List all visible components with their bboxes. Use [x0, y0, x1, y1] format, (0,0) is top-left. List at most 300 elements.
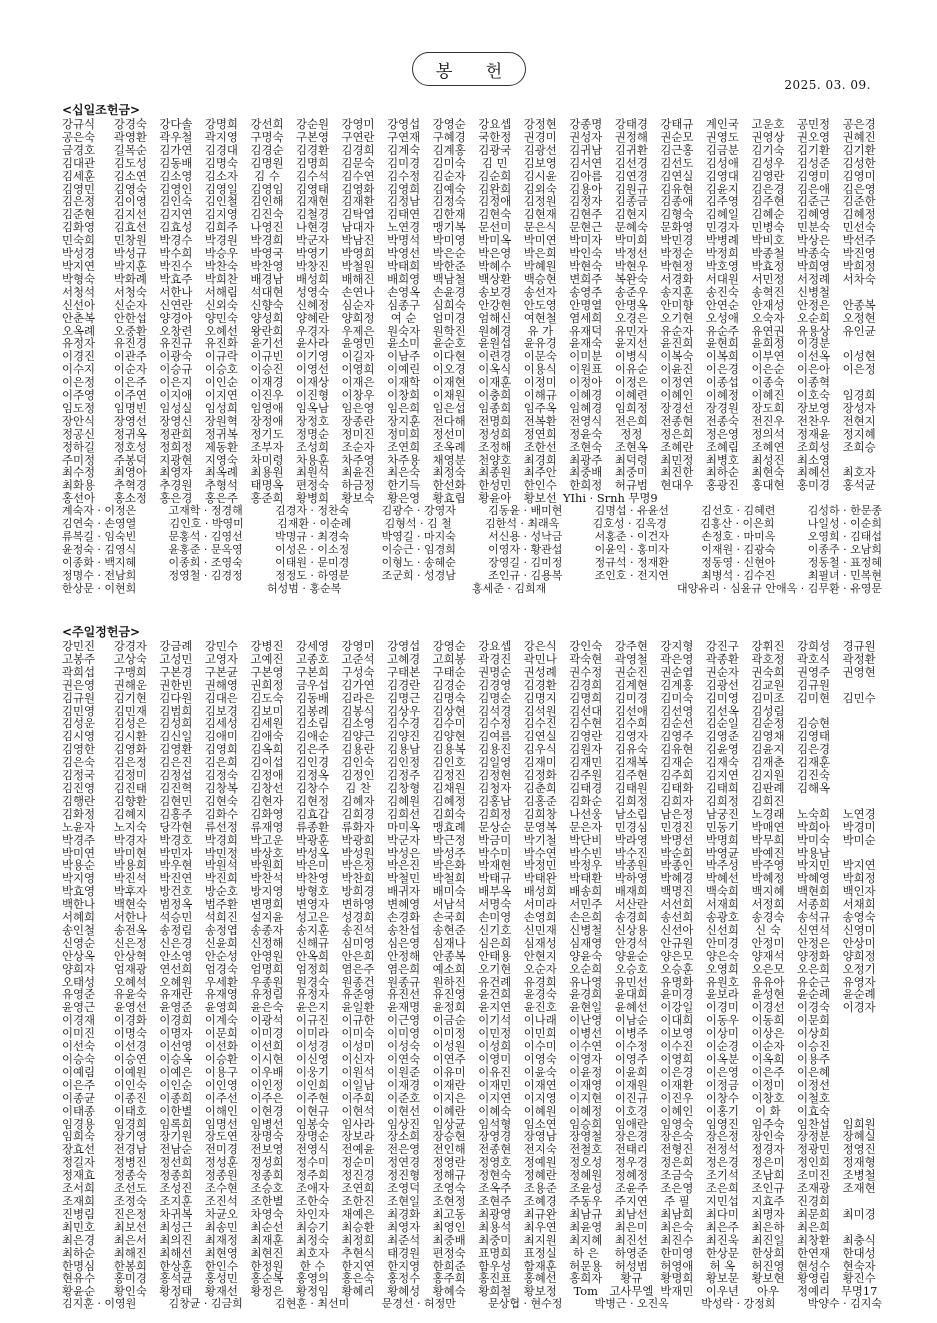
name-cell: 황영림: [797, 1271, 831, 1286]
name-cell: 박종원: [614, 858, 648, 873]
name-cell: 장기원: [159, 1129, 193, 1144]
name-cell: 최중배: [432, 1232, 466, 1247]
name-cell: 정하길: [62, 439, 96, 454]
name-cell: 이미경: [250, 1026, 284, 1041]
name-cell: 김진숙: [797, 768, 831, 783]
name-cell: 이경자: [842, 1000, 876, 1015]
name-cell: 김순일: [705, 716, 739, 731]
name-cell: 조옥례: [432, 439, 466, 454]
name-cell: 최진선: [614, 1232, 648, 1247]
name-cell: 최은경: [62, 1232, 96, 1247]
name-cell: 이옥식: [478, 362, 512, 377]
name-cell: 김용란: [341, 742, 375, 757]
name-cell: 김형숙: [660, 207, 694, 222]
name-cell: 김유숙: [614, 742, 648, 757]
name-cell: 김명근: [387, 690, 421, 705]
name-cell: 조선도: [113, 1181, 147, 1196]
name-cell: 박찬석: [250, 871, 284, 886]
name-cell: 임상균: [432, 1116, 466, 1131]
name-cell: 최광영: [478, 1206, 512, 1221]
name-cell: 김창복: [204, 780, 238, 795]
name-cell: 박재현: [478, 858, 512, 873]
name-cell: 권경미: [523, 129, 557, 144]
name-cell: 길목순: [113, 142, 147, 157]
name-cell: 심은희: [478, 935, 512, 950]
name-cell: 강종명: [569, 117, 603, 131]
name-cell: 이인희: [296, 1077, 330, 1092]
name-cell: 안정미: [751, 935, 785, 950]
name-cell: 임록희: [159, 1116, 193, 1131]
name-cell: 이재경: [387, 1077, 421, 1092]
name-cell: 김가연: [159, 142, 193, 157]
name-cell: 홍미경: [797, 478, 831, 493]
name-cell: 최은미: [614, 1219, 648, 1234]
name-cell: 홍진표: [478, 1271, 512, 1286]
name-cell: 임도정: [62, 400, 96, 415]
name-cell: 박영희: [341, 246, 375, 261]
name-cell: 김순선: [660, 716, 694, 731]
name-cell: 강금례: [159, 639, 193, 653]
name-cell: 구본영: [250, 664, 284, 679]
name-cell: 홍혜선: [523, 1271, 557, 1286]
name-cell: 박은영: [478, 246, 512, 261]
name-cell: 이은경: [660, 1064, 694, 1079]
name-cell: 김재숙: [705, 755, 739, 770]
name-cell: 손은희: [569, 910, 603, 925]
name-cell: 장기영: [113, 1129, 147, 1144]
name-cell: 유민선: [614, 974, 648, 989]
name-row: [62, 1234, 882, 1247]
name-cell: 노연경: [842, 806, 876, 821]
name-cell: 이수정: [614, 1039, 648, 1054]
name-cell: 김연실: [660, 168, 694, 183]
name-cell: 지민섭: [705, 1193, 739, 1208]
name-cell: 김보미: [250, 703, 284, 718]
name-cell: 김지연: [159, 207, 193, 222]
name-cell: 임애란: [614, 1116, 648, 1131]
couple-entry: 홍세준 · 김희재: [472, 581, 547, 595]
name-cell: 김한재: [432, 207, 466, 222]
tithe-section: [62, 102, 882, 595]
name-cell: 남궁진: [705, 806, 739, 821]
name-cell: 정순미: [341, 1155, 375, 1170]
name-cell: 이주희: [341, 1090, 375, 1105]
name-cell: 한지연: [341, 1258, 375, 1273]
name-cell: 박용남: [797, 845, 831, 860]
name-cell: 권순모: [660, 129, 694, 144]
name-cell: 안상혁: [113, 948, 147, 963]
name-cell: 조병철: [842, 1168, 876, 1183]
name-cell: 엄해신: [478, 310, 512, 325]
name-cell: 전남순: [159, 1142, 193, 1157]
name-cell: 박진수: [159, 258, 193, 273]
name-cell: 전경남: [113, 1142, 147, 1157]
name-cell: 신 숙: [755, 922, 781, 937]
name-cell: 김민영: [62, 703, 96, 718]
name-grid: [62, 640, 882, 1298]
name-cell: 윤유경: [523, 336, 557, 351]
couple-entry: 이종화 · 백지혜: [62, 555, 137, 569]
name-cell: 방건호: [159, 884, 193, 899]
name-cell: 김영민: [62, 181, 96, 196]
name-cell: 진은정: [113, 1206, 147, 1221]
name-cell: 황명희: [660, 1271, 694, 1286]
name-cell: 이성현: [842, 349, 876, 364]
name-cell: 오혜석: [113, 974, 147, 989]
name-cell: 김보영: [523, 155, 557, 170]
name-cell: 김현주: [569, 207, 603, 222]
couple-entry: 윤정숙 · 김영식: [62, 542, 137, 556]
name-cell: 김용아: [569, 181, 603, 196]
name-cell: 원숙자: [387, 323, 421, 338]
name-cell: 안영원: [250, 948, 284, 963]
couple-entry: 장영길 · 김미정: [488, 555, 563, 569]
name-cell: 박혜원: [523, 258, 557, 273]
name-cell: 곽경진: [478, 651, 512, 666]
name-cell: 최정숙: [432, 465, 466, 480]
name-cell: 남은정: [660, 806, 694, 821]
name-cell: 이시현: [250, 1052, 284, 1066]
name-cell: 송지훈: [660, 284, 694, 299]
name-cell: 김석경: [478, 703, 512, 718]
name-cell: 여현철: [523, 310, 557, 325]
name-cell: 김애숙: [250, 729, 284, 744]
name-row: [62, 299, 882, 312]
name-cell: 곽호정: [751, 651, 785, 666]
name-cell: 조현주: [478, 1193, 512, 1208]
name-cell: 김창선: [250, 780, 284, 795]
name-cell: 윤소미: [387, 336, 421, 351]
name-cell: 김은주: [296, 742, 330, 757]
name-cell: 서정례: [797, 271, 831, 286]
name-cell: 박현우: [614, 258, 648, 273]
name-cell: 박지연: [842, 858, 876, 873]
name-cell: 안규원: [660, 935, 694, 950]
name-cell: 조부자: [250, 439, 284, 454]
name-cell: 강규식: [62, 117, 96, 131]
name-cell: 황정은: [250, 1284, 284, 1299]
name-cell: 구태순: [432, 664, 466, 679]
name-cell: 박진연: [159, 871, 193, 886]
name-cell: 김대관: [62, 155, 96, 170]
name-cell: 유인균: [842, 323, 876, 338]
name-cell: 김수연: [341, 168, 375, 183]
name-cell: 이옥분: [705, 1052, 739, 1066]
name-cell: 이영선: [296, 362, 330, 377]
name-cell: 윤기선: [250, 336, 284, 351]
name-cell: 김성운: [62, 716, 96, 731]
name-cell: 한지영: [387, 1258, 421, 1273]
name-cell: 변하영: [341, 897, 375, 912]
name-cell: 장영선: [113, 413, 147, 428]
name-cell: 이예림: [62, 1064, 96, 1079]
name-cell: 최정희: [341, 1232, 375, 1247]
name-cell: 박근정: [432, 832, 466, 847]
name-cell: 한상희: [751, 1245, 785, 1260]
name-cell: 김혜일: [705, 207, 739, 222]
name-cell: 범주환: [204, 897, 238, 912]
name-cell: 임명빈: [113, 400, 147, 415]
couple-line: [62, 531, 882, 544]
name-cell: 김세원: [250, 716, 284, 731]
couple-entry: 이영자 · 황관섭: [488, 542, 563, 556]
name-cell: 김여름: [478, 729, 512, 744]
name-cell: 김영태: [797, 729, 831, 744]
name-cell: 이경희: [159, 1013, 193, 1028]
name-cell: 김희진: [751, 793, 785, 808]
name-cell: 홍선아: [62, 491, 96, 506]
name-cell: 이호숙: [797, 388, 831, 403]
name-cell: 손윤경: [432, 284, 466, 299]
name-cell: 이문숙: [523, 349, 557, 364]
name-cell: 백남철: [432, 271, 466, 286]
name-cell: 정재형: [842, 1155, 876, 1170]
name-row: [62, 834, 882, 847]
name-cell: 이연숙: [387, 1052, 421, 1066]
name-cell: 박찬영: [250, 258, 284, 273]
couple-entry: 박명규 · 최경숙: [275, 529, 350, 543]
name-cell: 김정옥: [296, 768, 330, 783]
name-cell: 이은지: [159, 375, 193, 390]
name-cell: 고운호: [751, 117, 785, 131]
name-cell: 권성례: [523, 664, 557, 679]
name-cell: 서민정: [751, 271, 785, 286]
name-cell: 박승우: [204, 246, 238, 261]
name-cell: 김진태: [113, 780, 147, 795]
name-cell: 김수정: [478, 716, 512, 731]
name-cell: 이혜진: [751, 388, 785, 403]
name-cell: 김선옥: [705, 703, 739, 718]
name-cell: 장종란: [341, 413, 375, 428]
name-cell: 김금분: [705, 142, 739, 157]
name-cell: 유정자: [62, 336, 96, 351]
name-cell: 박정희: [705, 246, 739, 261]
name-cell: 황재선: [204, 1284, 238, 1299]
name-cell: 정은경: [705, 1155, 739, 1170]
name-cell: 박상은: [797, 233, 831, 248]
name-cell: 한정원: [250, 1258, 284, 1273]
name-cell: 김종금: [614, 194, 648, 209]
couple-entry: 김홍산 · 이은희: [700, 517, 775, 531]
name-cell: 김영태: [296, 181, 330, 196]
name-cell: 임찬섭: [797, 1116, 831, 1131]
name-cell: 김서연: [569, 155, 603, 170]
name-cell: 이옥희: [751, 1052, 785, 1066]
name-cell: 김세훈: [62, 168, 96, 183]
name-cell: 나영진: [250, 220, 284, 235]
name-cell: 김태희: [705, 780, 739, 795]
name-cell: 곽영환: [113, 129, 147, 144]
name-cell: 한 수: [299, 1258, 326, 1273]
name-cell: 홍영의: [296, 1271, 330, 1286]
name-cell: 이예린: [387, 362, 421, 377]
name-cell: 최해선: [159, 1245, 193, 1260]
name-cell: 오은희: [797, 961, 831, 976]
name-cell: 박병례: [705, 233, 739, 248]
name-cell: 허진영: [751, 1258, 785, 1273]
name-cell: 이은정: [62, 375, 96, 390]
name-cell: 이원준: [387, 1064, 421, 1079]
name-cell: 송종자: [250, 922, 284, 937]
name-cell: 박창진: [296, 258, 330, 273]
name-cell: 한선화: [432, 478, 466, 493]
name-cell: 장승현: [432, 1129, 466, 1144]
name-cell: 이인영: [204, 1077, 238, 1092]
name-cell: 김청자: [478, 780, 512, 795]
name-cell: 신선아: [62, 297, 96, 312]
name-cell: 최용석: [478, 1219, 512, 1234]
name-cell: 황보선: [523, 491, 557, 506]
name-cell: 김윤지: [751, 742, 785, 757]
name-cell: 이종섭: [705, 375, 739, 390]
name-cell: 양은숙: [705, 948, 739, 963]
name-cell: 백승현: [523, 271, 557, 286]
name-cell: 김영화: [113, 742, 147, 757]
name-cell: 심재영: [569, 935, 603, 950]
couple-entry: 이성은 · 이소정: [275, 542, 350, 556]
name-cell: 박혜선: [705, 871, 739, 886]
name-cell: 심순자: [341, 297, 375, 312]
name-cell: 최영자: [159, 465, 193, 480]
name-cell: 유재란: [159, 987, 193, 1002]
name-cell: 이채원: [432, 388, 466, 403]
name-cell: 김도성: [113, 155, 147, 170]
name-cell: 유윤숙: [113, 987, 147, 1002]
name-cell: 최은희: [797, 1219, 831, 1234]
name-cell: 고사무엘: [609, 1284, 654, 1299]
name-cell: 이수진: [660, 1039, 694, 1054]
name-cell: 이주현: [296, 1090, 330, 1105]
name-cell: 이지연: [478, 1090, 512, 1105]
name-cell: 강지형: [660, 639, 694, 653]
name-row: [62, 1247, 882, 1260]
name-row: [62, 312, 882, 325]
name-cell: 김봉례: [296, 703, 330, 718]
name-cell: 정호성: [113, 439, 147, 454]
couple-entry: 최필녀 · 민복현: [807, 568, 882, 582]
name-cell: 박후자: [113, 884, 147, 899]
name-cell: 박미숙: [797, 832, 831, 847]
name-cell: 김영인: [159, 181, 193, 196]
name-cell: 공은경: [842, 117, 876, 131]
name-cell: 양혜란: [296, 310, 330, 325]
name-cell: 신혜정: [296, 297, 330, 312]
name-cell: 서대원: [705, 271, 739, 286]
name-cell: 권혜진: [842, 129, 876, 144]
name-cell: 안순성: [204, 948, 238, 963]
name-cell: 김우식: [523, 742, 557, 757]
name-cell: 전보영: [250, 1142, 284, 1157]
name-cell: 유 가: [527, 323, 554, 338]
name-cell: 김상현: [432, 703, 466, 718]
name-cell: 김소영: [159, 168, 193, 183]
name-cell: 황보숙: [341, 491, 375, 506]
name-row: [62, 1221, 882, 1234]
name-cell: 안종복: [842, 297, 876, 312]
name-cell: 김선경: [614, 155, 648, 170]
name-cell: 김재복: [614, 755, 648, 770]
name-cell: 이성경: [296, 1039, 330, 1054]
name-cell: 이혜련: [614, 388, 648, 403]
name-row: [62, 1195, 882, 1208]
name-row: [62, 441, 882, 454]
name-cell: 신윤희: [204, 935, 238, 950]
name-cell: 김철경: [296, 207, 330, 222]
name-cell: 장영철: [569, 1129, 603, 1144]
name-cell: 권오영: [797, 129, 831, 144]
name-cell: 이효숙: [797, 1103, 831, 1118]
name-cell: 백숙희: [705, 884, 739, 899]
name-cell: 박호영: [705, 258, 739, 273]
name-cell: 양희정: [842, 948, 876, 963]
name-cell: 김주현: [751, 194, 785, 209]
name-cell: 당각현: [159, 819, 193, 834]
name-cell: 이연주: [432, 1052, 466, 1066]
name-cell: 최진욱: [705, 1232, 739, 1247]
name-cell: 박주성: [705, 858, 739, 873]
name-cell: 홍은주: [204, 491, 238, 506]
name-cell: 정성희: [250, 1155, 284, 1170]
name-cell: 김은영: [842, 181, 876, 196]
name-cell: 홍은숙: [341, 1271, 375, 1286]
name-cell: 최다미: [705, 1206, 739, 1221]
name-cell: 조한별: [250, 1193, 284, 1208]
name-cell: 이창수: [705, 1090, 739, 1105]
name-row: [62, 640, 882, 653]
name-cell: 김성우: [751, 155, 785, 170]
name-cell: 유진경: [113, 336, 147, 351]
name-cell: 한미영: [660, 1245, 694, 1260]
name-cell: 박수미: [478, 845, 512, 860]
name-cell: 오태성: [62, 974, 96, 989]
name-cell: 정성훈: [204, 1155, 238, 1170]
name-cell: 김연경: [614, 168, 648, 183]
name-cell: 주봉덕: [113, 452, 147, 467]
couple-entry: 조인호 · 전지연: [594, 568, 669, 582]
name-cell: 이승진: [797, 1039, 831, 1054]
name-cell: 김미조: [751, 690, 785, 705]
name-cell: 현성수: [797, 1258, 831, 1273]
name-cell: 황정임: [296, 1284, 330, 1299]
name-cell: 박은정: [341, 858, 375, 873]
name-cell: 손국희: [432, 910, 466, 925]
name-cell: 김일영: [478, 755, 512, 770]
couple-names: [62, 1298, 882, 1311]
name-cell: 정관희: [159, 426, 193, 441]
name-cell: 이경화: [113, 1013, 147, 1028]
name-cell: 박성은: [387, 845, 421, 860]
name-cell: 강진구: [705, 639, 739, 653]
name-cell: 정귀옥: [113, 426, 147, 441]
name-cell: 최영자: [387, 1219, 421, 1234]
couple-entry: 박성락 · 강정희: [701, 1297, 776, 1311]
name-cell: 윤현희: [705, 336, 739, 351]
couple-entry: 문홍석 · 김영선: [168, 529, 243, 543]
name-cell: 박찬희: [341, 871, 375, 886]
name-cell: 주지연: [614, 1193, 648, 1208]
name-cell: 김용진: [478, 742, 512, 757]
name-cell: 황규: [620, 1271, 643, 1286]
name-cell: 김수현: [569, 716, 603, 731]
name-cell: 최윤진: [341, 465, 375, 480]
name-cell: 조인규: [751, 1181, 785, 1196]
name-cell: 이충희: [478, 388, 512, 403]
name-cell: 김정주: [387, 768, 421, 783]
name-cell: 이현규: [296, 1103, 330, 1118]
name-cell: 김경순: [250, 142, 284, 157]
name-cell: 방희경: [341, 884, 375, 899]
name-cell: 표명희: [478, 1245, 512, 1260]
